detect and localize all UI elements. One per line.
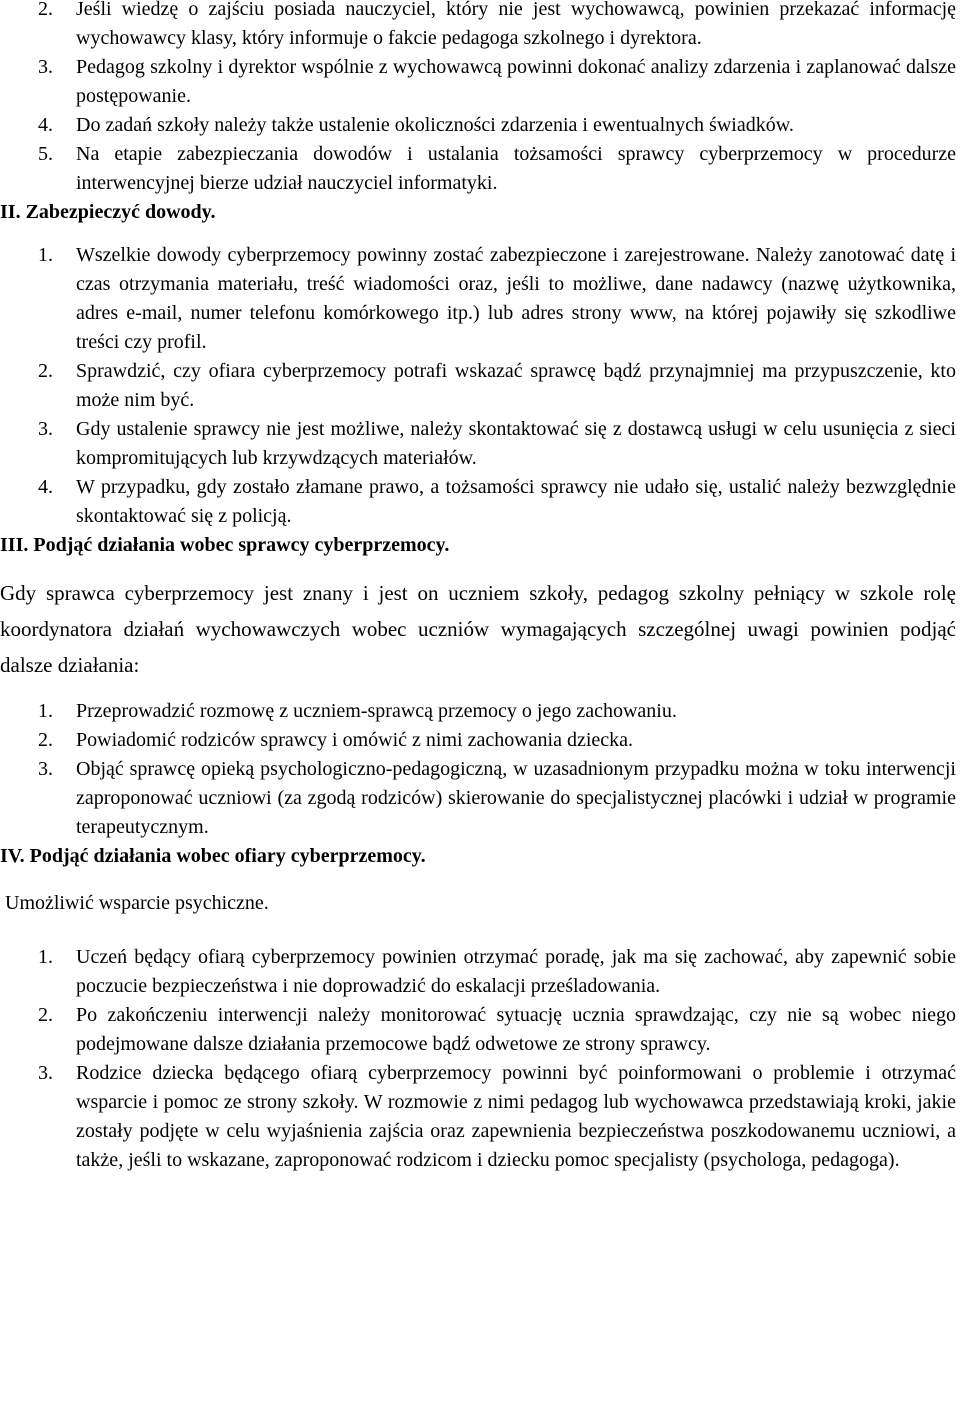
list-text: Rodzice dziecka będącego ofiarą cyberprzemocy powinni być poinformowani o problemie i otrzymać wsparcie i pomoc ze strony szkoły. W rozmowie z nimi pedagog lub wychowawca przedstawiają kroki, jakie zostały podjęte w celu wyjaśnienia zajścia oraz zapewnienia bezpieczeństwa poszkodowanemu uczniowi, a także, jeśli to wskazane, zaproponować rodzicom i dziecku pomoc specjalisty (psychologa, pedagoga).	[76, 1062, 956, 1171]
list-number: 2.	[38, 729, 53, 751]
list-text: Przeprowadzić rozmowę z uczniem-sprawcą przemocy o jego zachowaniu.	[76, 700, 677, 722]
list-item	[0, 357, 960, 415]
section-heading-4: IV. Podjąć działania wobec ofiary cyberprzemocy.	[0, 845, 426, 867]
list-item	[0, 241, 960, 357]
list-text: Do zadań szkoły należy także ustalenie okoliczności zdarzenia i ewentualnych świadków.	[76, 114, 794, 136]
section1-list	[0, 0, 960, 198]
list-number: 2.	[38, 1004, 53, 1026]
list-number: 2.	[38, 0, 53, 20]
list-item	[0, 1001, 960, 1059]
list-item	[0, 726, 960, 755]
list-item	[0, 697, 960, 726]
list-item	[0, 111, 960, 140]
list-text: Uczeń będący ofiarą cyberprzemocy powinien otrzymać poradę, jak ma się zachować, aby zapewnić sobie poczucie bezpieczeństwa i nie doprowadzić do eskalacji prześladowania.	[76, 946, 956, 997]
section4-list	[0, 943, 960, 1175]
list-text: Sprawdzić, czy ofiara cyberprzemocy potrafi wskazać sprawcę bądź przynajmniej ma przypuszczenie, kto może nim być.	[76, 360, 956, 411]
list-text: Powiadomić rodziców sprawcy i omówić z nimi zachowania dziecka.	[76, 729, 634, 751]
section4-support: Umożliwić wsparcie psychiczne.	[0, 892, 269, 914]
list-item	[0, 53, 960, 111]
list-text: Wszelkie dowody cyberprzemocy powinny zostać zabezpieczone i zarejestrowane. Należy zanotować datę i czas otrzymania materiału, treść wiadomości oraz, jeśli to możliwe, dane nadawcy (nazwę użytkownika, adres e-mail, numer telefonu komórkowego itp.) lub adres strony www, na której pojawiły się szkodliwe treści czy profil.	[76, 244, 956, 353]
list-text: Pedagog szkolny i dyrektor wspólnie z wychowawcą powinni dokonać analizy zdarzenia i zaplanować dalsze postępowanie.	[76, 56, 956, 107]
list-item	[0, 755, 960, 842]
list-number: 5.	[38, 143, 53, 165]
section3-intro: Gdy sprawca cyberprzemocy jest znany i jest on uczniem szkoły, pedagog szkolny pełniący w szkole rolę koordynatora działań wychowawczych wobec uczniów wymagających szczególnej uwagi powinien podjąć dalsze działania:	[0, 581, 956, 677]
list-number: 1.	[38, 700, 53, 722]
list-item	[0, 0, 960, 53]
list-text: W przypadku, gdy zostało złamane prawo, a tożsamości sprawcy nie udało się, ustalić należy bezwzględnie skontaktować się z policją.	[76, 476, 956, 527]
list-number: 4.	[38, 114, 53, 136]
section2-list	[0, 241, 960, 531]
list-item	[0, 140, 960, 198]
list-item	[0, 473, 960, 531]
list-item	[0, 415, 960, 473]
section-heading-3: III. Podjąć działania wobec sprawcy cyberprzemocy.	[0, 534, 450, 556]
list-number: 4.	[38, 476, 53, 498]
section3-list	[0, 697, 960, 842]
list-text: Na etapie zabezpieczania dowodów i ustalania tożsamości sprawcy cyberprzemocy w procedurze interwencyjnej bierze udział nauczyciel informatyki.	[76, 143, 956, 194]
list-number: 3.	[38, 1062, 53, 1084]
list-number: 3.	[38, 56, 53, 78]
list-text: Objąć sprawcę opieką psychologiczno-pedagogiczną, w uzasadnionym przypadku można w toku interwencji zaproponować uczniowi (za zgodą rodziców) skierowanie do specjalistycznej placówki i udział w programie terapeutycznym.	[76, 758, 956, 838]
list-item	[0, 943, 960, 1001]
list-item	[0, 1059, 960, 1175]
list-number: 2.	[38, 360, 53, 382]
list-text: Jeśli wiedzę o zajściu posiada nauczyciel, który nie jest wychowawcą, powinien przekazać informację wychowawcy klasy, który informuje o fakcie pedagoga szkolnego i dyrektora.	[76, 0, 956, 49]
section-heading-2: II. Zabezpieczyć dowody.	[0, 201, 216, 223]
list-number: 3.	[38, 758, 53, 780]
list-number: 1.	[38, 946, 53, 968]
list-text: Gdy ustalenie sprawcy nie jest możliwe, należy skontaktować się z dostawcą usługi w celu usunięcia z sieci kompromitujących lub krzywdzących materiałów.	[76, 418, 956, 469]
list-text: Po zakończeniu interwencji należy monitorować sytuację ucznia sprawdzając, czy nie są wobec niego podejmowane dalsze działania przemocowe bądź odwetowe ze strony sprawcy.	[76, 1004, 956, 1055]
list-number: 3.	[38, 418, 53, 440]
list-number: 1.	[38, 244, 53, 266]
